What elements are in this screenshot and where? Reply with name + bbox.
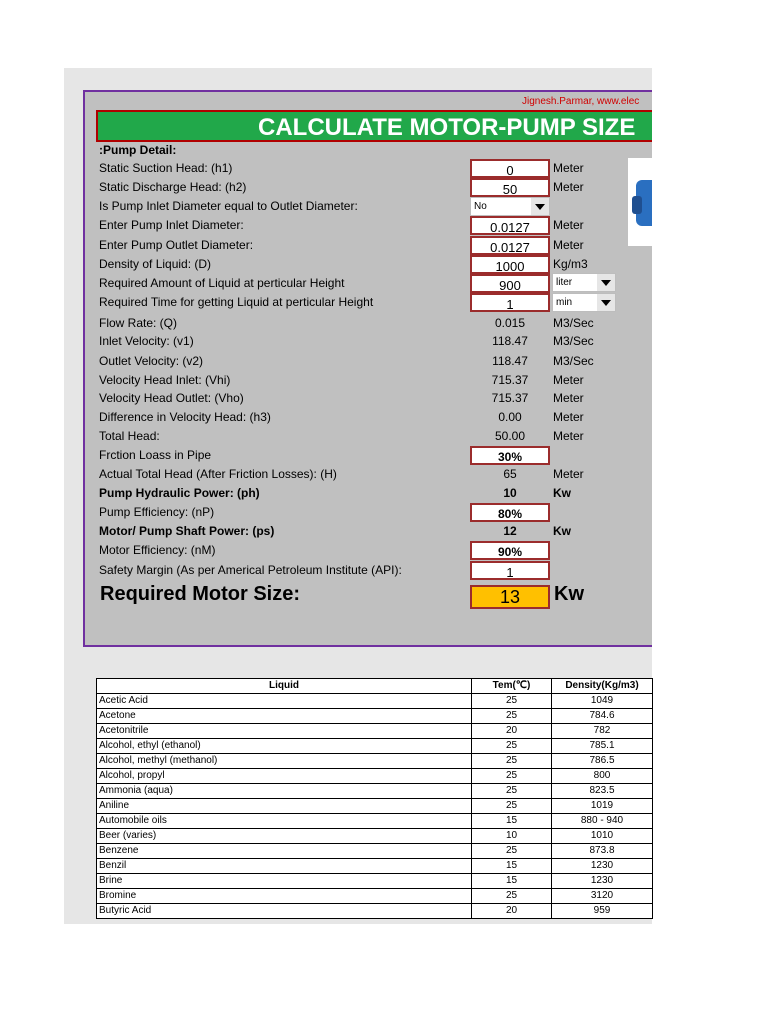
cell-temp: 25 <box>472 769 552 784</box>
cell-liquid: Alcohol, propyl <box>97 769 472 784</box>
inlet-velocity-value: 118.47 <box>492 334 528 348</box>
row-unit: Meter <box>553 391 584 405</box>
cell-density: 1230 <box>552 859 653 874</box>
cell-liquid: Brine <box>97 874 472 889</box>
cell-density: 3120 <box>552 889 653 904</box>
row-label: Enter Pump Inlet Diameter: <box>99 218 244 232</box>
shaft-power-value: 12 <box>503 524 517 538</box>
velocity-head-outlet-value: 715.37 <box>491 391 529 405</box>
row-label: Outlet Velocity: (v2) <box>99 354 204 368</box>
total-head-value: 50.00 <box>494 429 526 443</box>
column-header: Tem(℃) <box>472 679 552 694</box>
time-unit-value: min <box>556 297 573 308</box>
cell-temp: 15 <box>472 859 552 874</box>
row-unit: Kw <box>553 524 571 538</box>
actual-total-head-value: 65 <box>503 467 517 481</box>
chevron-down-icon[interactable] <box>597 274 615 291</box>
cell-temp: 25 <box>472 709 552 724</box>
row-label: Safety Margin (As per Americal Petroleum Institute (API): <box>99 563 402 577</box>
outlet-velocity-value: 118.47 <box>492 354 528 368</box>
cell-liquid: Benzene <box>97 844 472 859</box>
row-label: Density of Liquid: (D) <box>99 257 212 271</box>
chevron-down-icon[interactable] <box>597 294 615 311</box>
cell-density: 959 <box>552 904 653 919</box>
cell-temp: 20 <box>472 904 552 919</box>
row-label: Flow Rate: (Q) <box>99 316 178 330</box>
row-label: Static Suction Head: (h1) <box>99 161 233 175</box>
cell-density: 1230 <box>552 874 653 889</box>
column-header: Density(Kg/m3) <box>552 679 653 694</box>
outlet-diameter-input[interactable]: 0.0127 <box>470 236 550 255</box>
pump-image <box>628 158 652 246</box>
cell-density: 782 <box>552 724 653 739</box>
time-unit-select[interactable] <box>552 293 616 312</box>
cell-liquid: Bromine <box>97 889 472 904</box>
row-unit: M3/Sec <box>553 334 594 348</box>
cell-liquid: Butyric Acid <box>97 904 472 919</box>
pump-efficiency-input[interactable]: 80% <box>470 503 550 522</box>
table-row <box>97 859 653 874</box>
cell-density: 1010 <box>552 829 653 844</box>
row-unit: Meter <box>553 180 584 194</box>
diameter-equal-value: No <box>474 201 487 212</box>
cell-temp: 25 <box>472 694 552 709</box>
liquid-density-table <box>96 678 653 919</box>
row-label: Static Discharge Head: (h2) <box>99 180 247 194</box>
row-label: Difference in Velocity Head: (h3) <box>99 410 271 424</box>
row-unit: Meter <box>553 161 584 175</box>
row-label: Total Head: <box>99 429 160 443</box>
cell-temp: 20 <box>472 724 552 739</box>
row-label: Pump Hydraulic Power: (ph) <box>99 486 260 500</box>
table-row <box>97 709 653 724</box>
cell-density: 1019 <box>552 799 653 814</box>
row-label: Motor Efficiency: (nM) <box>99 543 216 557</box>
chevron-down-icon[interactable] <box>531 198 549 215</box>
cell-temp: 15 <box>472 814 552 829</box>
diameter-equal-select[interactable] <box>470 197 550 216</box>
result-value: 13 <box>470 585 550 609</box>
cell-liquid: Alcohol, ethyl (ethanol) <box>97 739 472 754</box>
table-row <box>97 829 653 844</box>
cell-density: 1049 <box>552 694 653 709</box>
inlet-diameter-input[interactable]: 0.0127 <box>470 216 550 235</box>
row-unit: Meter <box>553 410 584 424</box>
row-label: Motor/ Pump Shaft Power: (ps) <box>99 524 275 538</box>
row-unit: Meter <box>553 429 584 443</box>
cell-temp: 25 <box>472 754 552 769</box>
row-label: Pump Efficiency: (nP) <box>99 505 215 519</box>
row-label: Enter Pump Outlet Diameter: <box>99 238 254 252</box>
table-row <box>97 889 653 904</box>
motor-efficiency-input[interactable]: 90% <box>470 541 550 560</box>
table-row <box>97 769 653 784</box>
flow-rate-value: 0.015 <box>494 316 526 330</box>
row-unit: Meter <box>553 218 584 232</box>
cell-density: 786.5 <box>552 754 653 769</box>
row-label: Velocity Head Inlet: (Vhi) <box>99 373 231 387</box>
cell-temp: 25 <box>472 739 552 754</box>
liquid-amount-input[interactable]: 900 <box>470 274 550 293</box>
cell-liquid: Acetonitrile <box>97 724 472 739</box>
column-header: Liquid <box>97 679 472 694</box>
amount-unit-select[interactable] <box>552 273 616 292</box>
row-unit: Meter <box>553 373 584 387</box>
density-input[interactable]: 1000 <box>470 255 550 274</box>
row-label: Actual Total Head (After Friction Losses): (H) <box>99 467 337 481</box>
section-heading: :Pump Detail: <box>99 143 177 157</box>
table-row <box>97 694 653 709</box>
amount-unit-value: liter <box>556 277 573 288</box>
cell-liquid: Benzil <box>97 859 472 874</box>
static-suction-head-input[interactable]: 0 <box>470 159 550 178</box>
row-unit: Kg/m3 <box>553 257 588 271</box>
cell-liquid: Automobile oils <box>97 814 472 829</box>
cell-liquid: Acetic Acid <box>97 694 472 709</box>
cell-liquid: Acetone <box>97 709 472 724</box>
cell-liquid: Alcohol, methyl (methanol) <box>97 754 472 769</box>
table-row <box>97 799 653 814</box>
cell-liquid: Beer (varies) <box>97 829 472 844</box>
row-label: Required Amount of Liquid at perticular Height <box>99 276 345 290</box>
cell-density: 823.5 <box>552 784 653 799</box>
cell-temp: 15 <box>472 874 552 889</box>
cell-density: 800 <box>552 769 653 784</box>
result-unit: Kw <box>554 583 584 605</box>
cell-liquid: Aniline <box>97 799 472 814</box>
static-discharge-head-input[interactable]: 50 <box>470 178 550 197</box>
table-row <box>97 724 653 739</box>
cell-temp: 25 <box>472 844 552 859</box>
cell-temp: 25 <box>472 784 552 799</box>
result-label: Required Motor Size: <box>100 583 301 605</box>
cell-density: 785.1 <box>552 739 653 754</box>
row-label: Inlet Velocity: (v1) <box>99 334 194 348</box>
table-row <box>97 874 653 889</box>
row-unit: Kw <box>553 486 571 500</box>
page-title: CALCULATE MOTOR-PUMP SIZE <box>258 114 636 141</box>
row-unit: Meter <box>553 238 584 252</box>
hydraulic-power-value: 10 <box>503 486 517 500</box>
table-row <box>97 844 653 859</box>
table-header-row <box>97 679 653 694</box>
row-label: Required Time for getting Liquid at perticular Height <box>99 295 374 309</box>
row-label: Frction Loass in Pipe <box>99 448 212 462</box>
cell-density: 880 - 940 <box>552 814 653 829</box>
velocity-head-difference-value: 0.00 <box>498 410 522 424</box>
cell-temp: 25 <box>472 799 552 814</box>
row-unit: M3/Sec <box>553 316 594 330</box>
table-row <box>97 784 653 799</box>
table-row <box>97 814 653 829</box>
friction-loss-input[interactable]: 30% <box>470 446 550 465</box>
cell-density: 873.8 <box>552 844 653 859</box>
row-unit: Meter <box>553 467 584 481</box>
row-unit: M3/Sec <box>553 354 594 368</box>
cell-liquid: Ammonia (aqua) <box>97 784 472 799</box>
row-label: Is Pump Inlet Diameter equal to Outlet Diameter: <box>99 199 358 213</box>
title-banner <box>96 110 652 142</box>
cell-temp: 10 <box>472 829 552 844</box>
velocity-head-inlet-value: 715.37 <box>491 373 529 387</box>
table-row <box>97 904 653 919</box>
table-row <box>97 754 653 769</box>
cell-temp: 25 <box>472 889 552 904</box>
table-row <box>97 739 653 754</box>
safety-margin-input[interactable]: 1 <box>470 561 550 580</box>
cell-density: 784.6 <box>552 709 653 724</box>
row-label: Velocity Head Outlet: (Vho) <box>99 391 244 405</box>
author-credit: Jignesh.Parmar, www.elec <box>522 96 640 107</box>
required-time-input[interactable]: 1 <box>470 293 550 312</box>
